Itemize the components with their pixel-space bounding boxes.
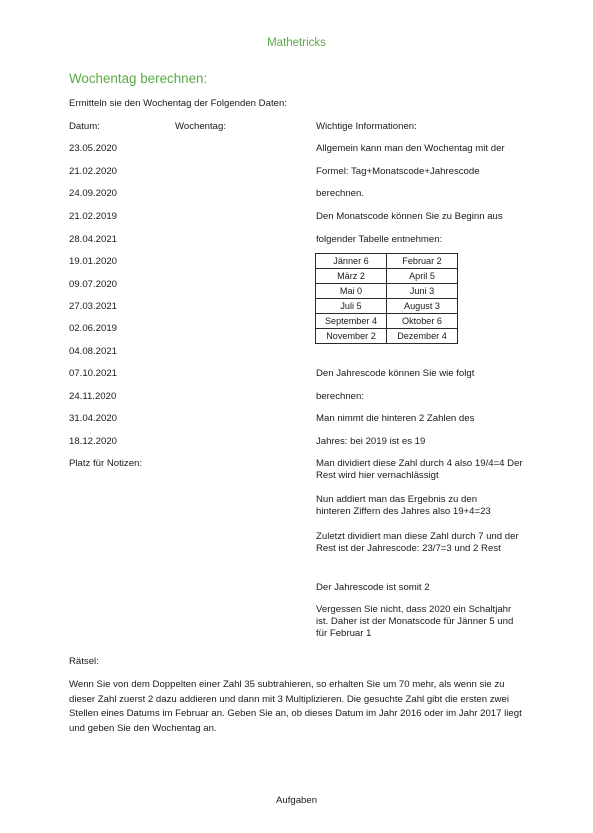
date-item: 24.09.2020 [69, 188, 118, 199]
month-table-row [316, 329, 458, 344]
info-line: Den Monatscode können Sie zu Beginn aus [316, 211, 503, 222]
month-table-row [316, 299, 458, 314]
info-line: berechnen: [316, 391, 365, 402]
month-table-cell: März 2 [316, 269, 387, 284]
info-paragraph: Man dividiert diese Zahl durch 4 also 19/4=4 Der Rest wird hier vernachlässigt [316, 458, 523, 481]
month-table-cell: September 4 [316, 314, 387, 329]
date-item: 07.10.2021 [69, 368, 118, 379]
month-table-row [316, 284, 458, 299]
info-paragraph: Der Jahrescode ist somit 2 [316, 582, 430, 593]
date-item: 24.11.2020 [69, 391, 117, 402]
date-item: 04.08.2021 [69, 346, 118, 357]
month-table-row [316, 314, 458, 329]
riddle-label: Rätsel: [69, 656, 99, 667]
month-table-cell: Oktober 6 [387, 314, 458, 329]
date-item: 23.05.2020 [69, 143, 118, 154]
date-item: 19.01.2020 [69, 256, 118, 267]
date-item: 21.02.2020 [69, 166, 118, 177]
info-line: berechnen. [316, 188, 365, 199]
column-header-info: Wichtige Informationen: [316, 121, 417, 132]
info-line: Formel: Tag+Monatscode+Jahrescode [316, 166, 480, 177]
date-item: 28.04.2021 [69, 234, 118, 245]
date-item: 21.02.2019 [69, 211, 118, 222]
date-item: 27.03.2021 [69, 301, 118, 312]
date-item: 31.04.2020 [69, 413, 118, 424]
document-header-title: Mathetricks [267, 37, 326, 49]
info-line: folgender Tabelle entnehmen: [316, 234, 443, 245]
info-line: Jahres: bei 2019 ist es 19 [316, 436, 426, 447]
month-table-row [316, 269, 458, 284]
info-paragraph: Zuletzt dividiert man diese Zahl durch 7 und der Rest ist der Jahrescode: 23/7=3 und 2 Rest [316, 531, 519, 554]
month-table-cell: November 2 [316, 329, 387, 344]
section-heading: Wochentag berechnen: [69, 71, 208, 86]
info-line: Allgemein kann man den Wochentag mit der [316, 143, 505, 154]
riddle-text: Wenn Sie von dem Doppelten einer Zahl 35 subtrahieren, so erhalten Sie um 70 mehr, als wenn sie zu dieser Zahl zuerst 2 dazu addieren und dann mit 3 Multiplizieren. Die gesuchte Zahl gibt die ersten zwei Stellen eines Datums im Februar an. Geben Sie an, ob dieses Datum im Jahr 2016 oder im Jahr 2017 liegt und geben Sie den Wochentag an. [69, 679, 522, 734]
info-paragraph: Vergessen Sie nicht, dass 2020 ein Schaltjahr ist. Daher ist der Monatscode für Jänner 5 und für Februar 1 [316, 604, 514, 639]
month-table-cell: Mai 0 [316, 284, 387, 299]
month-table-cell: Jänner 6 [316, 254, 387, 269]
month-table-row [316, 254, 458, 269]
column-header-date: Datum: [69, 121, 100, 132]
instruction-text: Ermitteln sie den Wochentag der Folgenden Daten: [69, 98, 287, 109]
month-table-cell: April 5 [387, 269, 458, 284]
page-footer: Aufgaben [275, 795, 318, 806]
info-line: Den Jahrescode können Sie wie folgt [316, 368, 475, 379]
month-table-cell: Dezember 4 [387, 329, 458, 344]
date-item: 09.07.2020 [69, 279, 118, 290]
month-table-cell: Juli 5 [316, 299, 387, 314]
column-header-weekday: Wochentag: [175, 121, 227, 132]
date-item: 18.12.2020 [69, 436, 118, 447]
info-line: Man nimmt die hinteren 2 Zahlen des [316, 413, 475, 424]
month-table-cell: August 3 [387, 299, 458, 314]
date-item: 02.06.2019 [69, 323, 118, 334]
month-table-cell: Februar 2 [387, 254, 458, 269]
month-code-table [315, 253, 458, 344]
notes-label: Platz für Notizen: [69, 458, 143, 469]
month-table-cell: Juni 3 [387, 284, 458, 299]
info-paragraph: Nun addiert man das Ergebnis zu den hinteren Ziffern des Jahres also 19+4=23 [316, 494, 491, 517]
